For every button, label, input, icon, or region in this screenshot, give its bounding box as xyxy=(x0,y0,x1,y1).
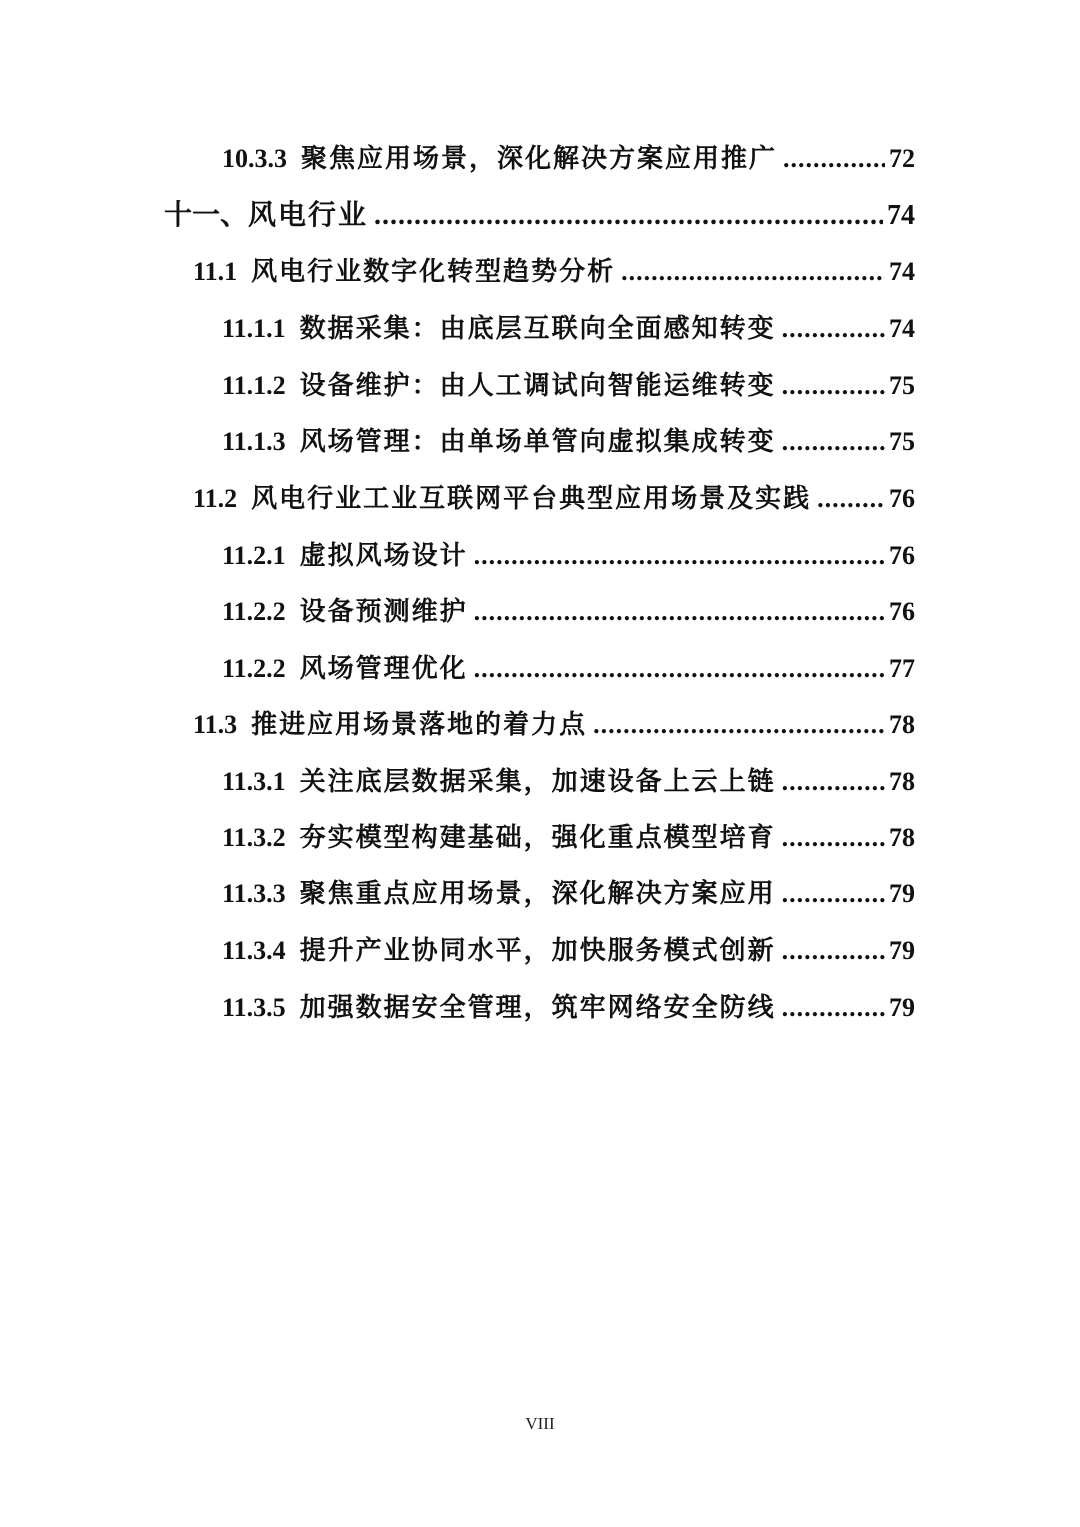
toc-entry-page: 78 xyxy=(889,767,915,796)
toc-entry-title: 推进应用场景落地的着力点 xyxy=(251,710,588,740)
toc-dot-leader xyxy=(782,988,885,1028)
toc-entry-title: 风场管理优化 xyxy=(299,654,468,684)
toc-entry-title: 提升产业协同水平，加快服务模式创新 xyxy=(299,936,776,966)
page-number: VIII xyxy=(525,1414,555,1433)
toc-entry[interactable] xyxy=(222,422,915,462)
toc-entry-title: 风场管理：由单场单管向虚拟集成转变 xyxy=(299,427,776,457)
toc-entry-page: 76 xyxy=(889,484,915,513)
toc-entry[interactable] xyxy=(222,988,915,1028)
toc-entry-number: 11.3.4 xyxy=(222,936,286,965)
toc-entry-page: 75 xyxy=(889,371,915,400)
toc-entry-number: 10.3.3 xyxy=(222,144,287,173)
toc-entry-page: 79 xyxy=(889,879,915,908)
toc-entry[interactable] xyxy=(193,705,915,745)
toc-entry-title: 夯实模型构建基础，强化重点模型培育 xyxy=(299,823,776,853)
toc-dot-leader xyxy=(782,874,885,914)
toc-entry-page: 74 xyxy=(889,314,915,343)
toc-dot-leader xyxy=(782,931,885,971)
toc-entry-page: 77 xyxy=(889,654,915,683)
toc-entry[interactable] xyxy=(222,818,915,858)
toc-entry-page: 74 xyxy=(889,257,915,286)
toc-entry-number: 11.1.3 xyxy=(222,427,286,456)
toc-entry-page: 72 xyxy=(889,144,915,173)
toc-dot-leader xyxy=(817,479,885,519)
toc-entry-number: 11.1.2 xyxy=(222,371,286,400)
toc-entry-page: 74 xyxy=(887,200,915,231)
toc-entry-page: 75 xyxy=(889,427,915,456)
toc-dot-leader xyxy=(782,762,885,802)
toc-dot-leader xyxy=(593,705,885,745)
toc-dot-leader xyxy=(474,592,885,632)
toc-dot-leader xyxy=(783,139,885,179)
toc-entry[interactable] xyxy=(193,479,915,519)
toc-dot-leader xyxy=(782,309,885,349)
toc-entry[interactable] xyxy=(222,931,915,971)
toc-entry-title: 关注底层数据采集，加速设备上云上链 xyxy=(299,767,776,797)
toc-entry-number: 11.2.2 xyxy=(222,597,286,626)
toc-entry-title: 加强数据安全管理，筑牢网络安全防线 xyxy=(299,993,776,1023)
toc-entry[interactable] xyxy=(164,195,915,235)
toc-dot-leader xyxy=(374,196,883,236)
toc-entry-title: 聚焦重点应用场景，深化解决方案应用 xyxy=(299,879,776,909)
toc-entry[interactable] xyxy=(222,762,915,802)
toc-entry-number: 11.3.1 xyxy=(222,767,286,796)
toc-dot-leader xyxy=(782,366,885,406)
toc-entry-page: 79 xyxy=(889,936,915,965)
toc-entry-title: 设备维护：由人工调试向智能运维转变 xyxy=(299,371,776,401)
toc-entry[interactable] xyxy=(193,252,915,292)
toc-dot-leader xyxy=(782,818,885,858)
toc-entry-number: 11.1 xyxy=(193,257,238,286)
toc-entry[interactable] xyxy=(222,366,915,406)
toc-entry-number: 11.2.1 xyxy=(222,541,286,570)
toc-dot-leader xyxy=(782,422,885,462)
toc-entry[interactable] xyxy=(222,139,915,179)
toc-entry-title: 设备预测维护 xyxy=(299,597,468,627)
toc-entry-number: 11.3.5 xyxy=(222,993,286,1022)
toc-entry-number: 11.3.2 xyxy=(222,823,286,852)
toc-entry-page: 78 xyxy=(889,823,915,852)
toc-dot-leader xyxy=(474,649,885,689)
toc-entry[interactable] xyxy=(222,649,915,689)
toc-entry[interactable] xyxy=(222,874,915,914)
toc-dot-leader xyxy=(621,252,885,292)
toc-entry-title: 数据采集：由底层互联向全面感知转变 xyxy=(299,314,776,344)
toc-entry[interactable] xyxy=(222,536,915,576)
toc-entry-title: 聚焦应用场景，深化解决方案应用推广 xyxy=(301,144,778,174)
toc-entry-page: 79 xyxy=(889,993,915,1022)
toc-entry-title: 风电行业数字化转型趋势分析 xyxy=(251,257,616,287)
toc-entry-page: 78 xyxy=(889,710,915,739)
toc-entry-page: 76 xyxy=(889,597,915,626)
toc-entry-page: 76 xyxy=(889,541,915,570)
toc-dot-leader xyxy=(474,536,885,576)
toc-entry[interactable] xyxy=(222,592,915,632)
toc-entry-title: 虚拟风场设计 xyxy=(299,541,468,571)
toc-entry-number: 11.3 xyxy=(193,710,238,739)
toc-entry-number: 十一、 xyxy=(164,200,249,231)
toc-entry-number: 11.2.2 xyxy=(222,654,286,683)
toc-entry-number: 11.1.1 xyxy=(222,314,286,343)
toc-entry-title: 风电行业 xyxy=(248,198,369,231)
toc-entry-title: 风电行业工业互联网平台典型应用场景及实践 xyxy=(251,484,812,514)
toc-entry-number: 11.2 xyxy=(193,484,238,513)
toc-entry[interactable] xyxy=(222,309,915,349)
toc-entry-number: 11.3.3 xyxy=(222,879,286,908)
